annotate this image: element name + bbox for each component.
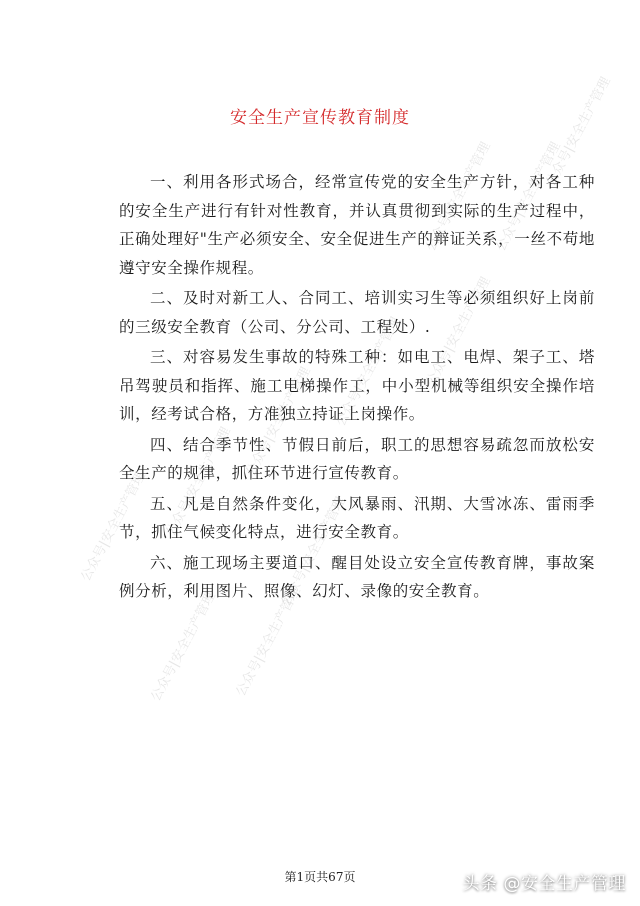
watermark-text: 公众号|安全生产管理 (278, 494, 349, 609)
source-credit: 头条 @安全生产管理 (462, 874, 626, 894)
watermark-text: 公众号|安全生产管理 (78, 469, 149, 584)
paragraph: 一、利用各形式场合，经常宣传党的安全生产方针，对各工种的安全生产进行有针对性教育，并认真贯彻到实际的生产过程中，正确处理好"生产必须安全、安全促进生产的辩证关系，一丝不苟地遵守安全操作规程。 (119, 173, 595, 277)
watermark-text: 公众号|安全生产管理 (543, 74, 614, 189)
paragraph: 六、施工现场主要道口、醒目处设立安全宣传教育牌，事故案例分析，利用图片、照像、幻灯、录像的安全教育。 (119, 553, 595, 600)
watermark-text: 公众号|安全生产管理 (423, 139, 494, 254)
watermark-text: 公众号|安全生产管理 (163, 424, 234, 539)
watermark-text: 公众号|安全生产管理 (233, 584, 304, 699)
paragraph: 二、及时对新工人、合同工、培训实习生等必须组织好上岗前的三级安全教育（公司、分公司、工程处）. (119, 289, 595, 336)
document-body (119, 168, 595, 608)
watermark-text: 公众号|安全生产管理 (243, 364, 314, 479)
watermark-text: 公众号|安全生产管理 (423, 274, 494, 389)
watermark-text: 公众号|安全生产管理 (148, 589, 219, 704)
watermark-text: 公众号|安全生产管理 (333, 314, 404, 429)
watermark-text: 公众号|安全生产管理 (493, 139, 564, 254)
page-number-footer: 第1页共67页 (284, 870, 356, 884)
paragraph: 三、对容易发生事故的特殊工种：如电工、电焊、架子工、塔吊驾驶员和指挥、施工电梯操作工，中小型机械等组织安全操作培训，经考试合格，方准独立持证上岗操作。 (119, 348, 595, 423)
paragraph: 四、结合季节性、节假日前后，职工的思想容易疏忽而放松安全生产的规律，抓住环节进行宣传教育。 (119, 435, 595, 482)
paragraph: 五、凡是自然条件变化，大风暴雨、汛期、大雪冰冻、雷雨季节，抓住气候变化特点，进行安全教育。 (119, 494, 595, 541)
document-title: 安全生产宣传教育制度 (230, 108, 410, 128)
